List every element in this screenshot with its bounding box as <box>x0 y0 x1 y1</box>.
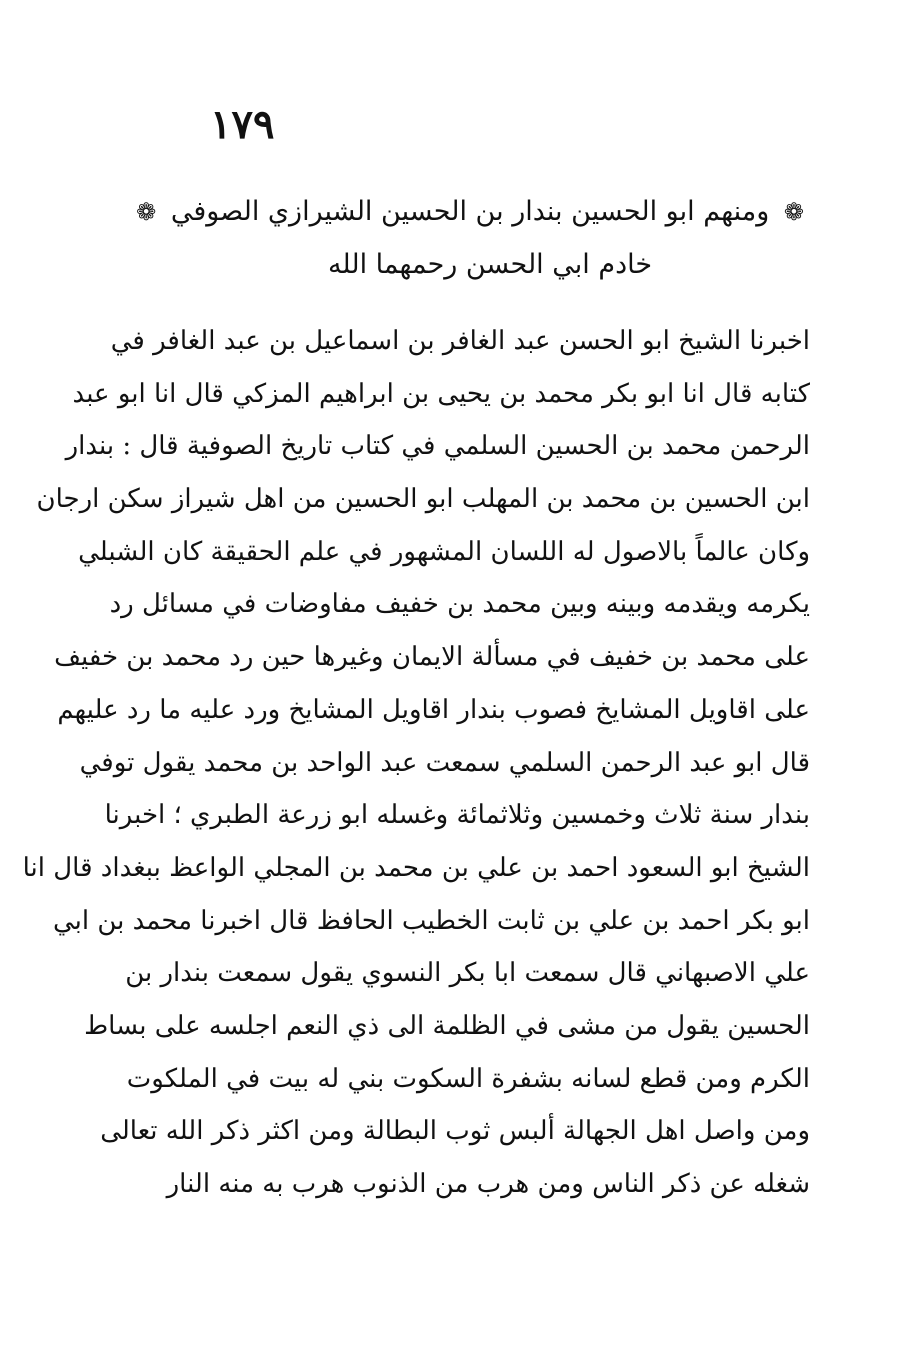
text-line: الشيخ ابو السعود احمد بن علي بن محمد بن المجلي الواعظ ببغداد قال انا <box>22 852 810 883</box>
text-line: ومن واصل اهل الجهالة ألبس ثوب البطالة ومن اكثر ذكر الله تعالى <box>100 1116 810 1147</box>
text-line: ابو بكر احمد بن علي بن ثابت الخطيب الحافظ قال اخبرنا محمد بن ابي <box>52 905 810 936</box>
text-line: وكان عالماً بالاصول له اللسان المشهور في علم الحقيقة كان الشبلي <box>78 536 810 567</box>
ornament-close-icon: ❁ <box>136 198 157 226</box>
ornament-open-icon: ❁ <box>783 198 804 226</box>
text-line: الحسين يقول من مشى في الظلمة الى ذي النعم اجلسه على بساط <box>84 1010 810 1041</box>
text-line: يكرمه ويقدمه وبينه وبين محمد بن خفيف مفاوضات في مسائل رد <box>109 589 810 620</box>
text-line: بندار سنة ثلاث وخمسين وثلاثمائة وغسله ابو زرعة الطبري ؛ اخبرنا <box>104 800 810 831</box>
text-line: علي الاصبهاني قال سمعت ابا بكر النسوي يقول سمعت بندار بن <box>125 958 810 989</box>
page-number: ١٧٩ <box>210 101 275 148</box>
text-line: على محمد بن خفيف في مسألة الايمان وغيرها حين رد محمد بن خفيف <box>54 642 810 673</box>
text-line: كتابه قال انا ابو بكر محمد بن يحيى بن ابراهيم المزكي قال انا ابو عبد <box>72 378 810 409</box>
text-line: اخبرنا الشيخ ابو الحسن عبد الغافر بن اسماعيل بن عبد الغافر في <box>110 326 810 356</box>
text-line: الرحمن محمد بن الحسين السلمي في كتاب تاريخ الصوفية قال : بندار <box>65 431 810 462</box>
text-line: قال ابو عبد الرحمن السلمي سمعت عبد الواحد بن محمد يقول توفي <box>79 747 810 778</box>
body-text <box>22 315 810 1211</box>
chapter-heading-text: ومنهم ابو الحسين بندار بن الحسين الشيرازي الصوفي <box>170 196 770 227</box>
text-line: شغله عن ذكر الناس ومن هرب من الذنوب هرب به منه النار <box>166 1169 810 1199</box>
text-line: الكرم ومن قطع لسانه بشفرة السكوت بني له بيت في الملكوت <box>126 1063 810 1094</box>
text-line: على اقاويل المشايخ فصوب بندار اقاويل المشايخ ورد عليه ما رد عليهم <box>57 694 810 725</box>
text-line: ابن الحسين بن محمد بن المهلب ابو الحسين من اهل شيراز سكن ارجان <box>36 484 810 515</box>
chapter-heading-line-1 <box>136 192 810 232</box>
chapter-heading-line-2: خادم ابي الحسن رحمهما الله <box>327 249 653 280</box>
